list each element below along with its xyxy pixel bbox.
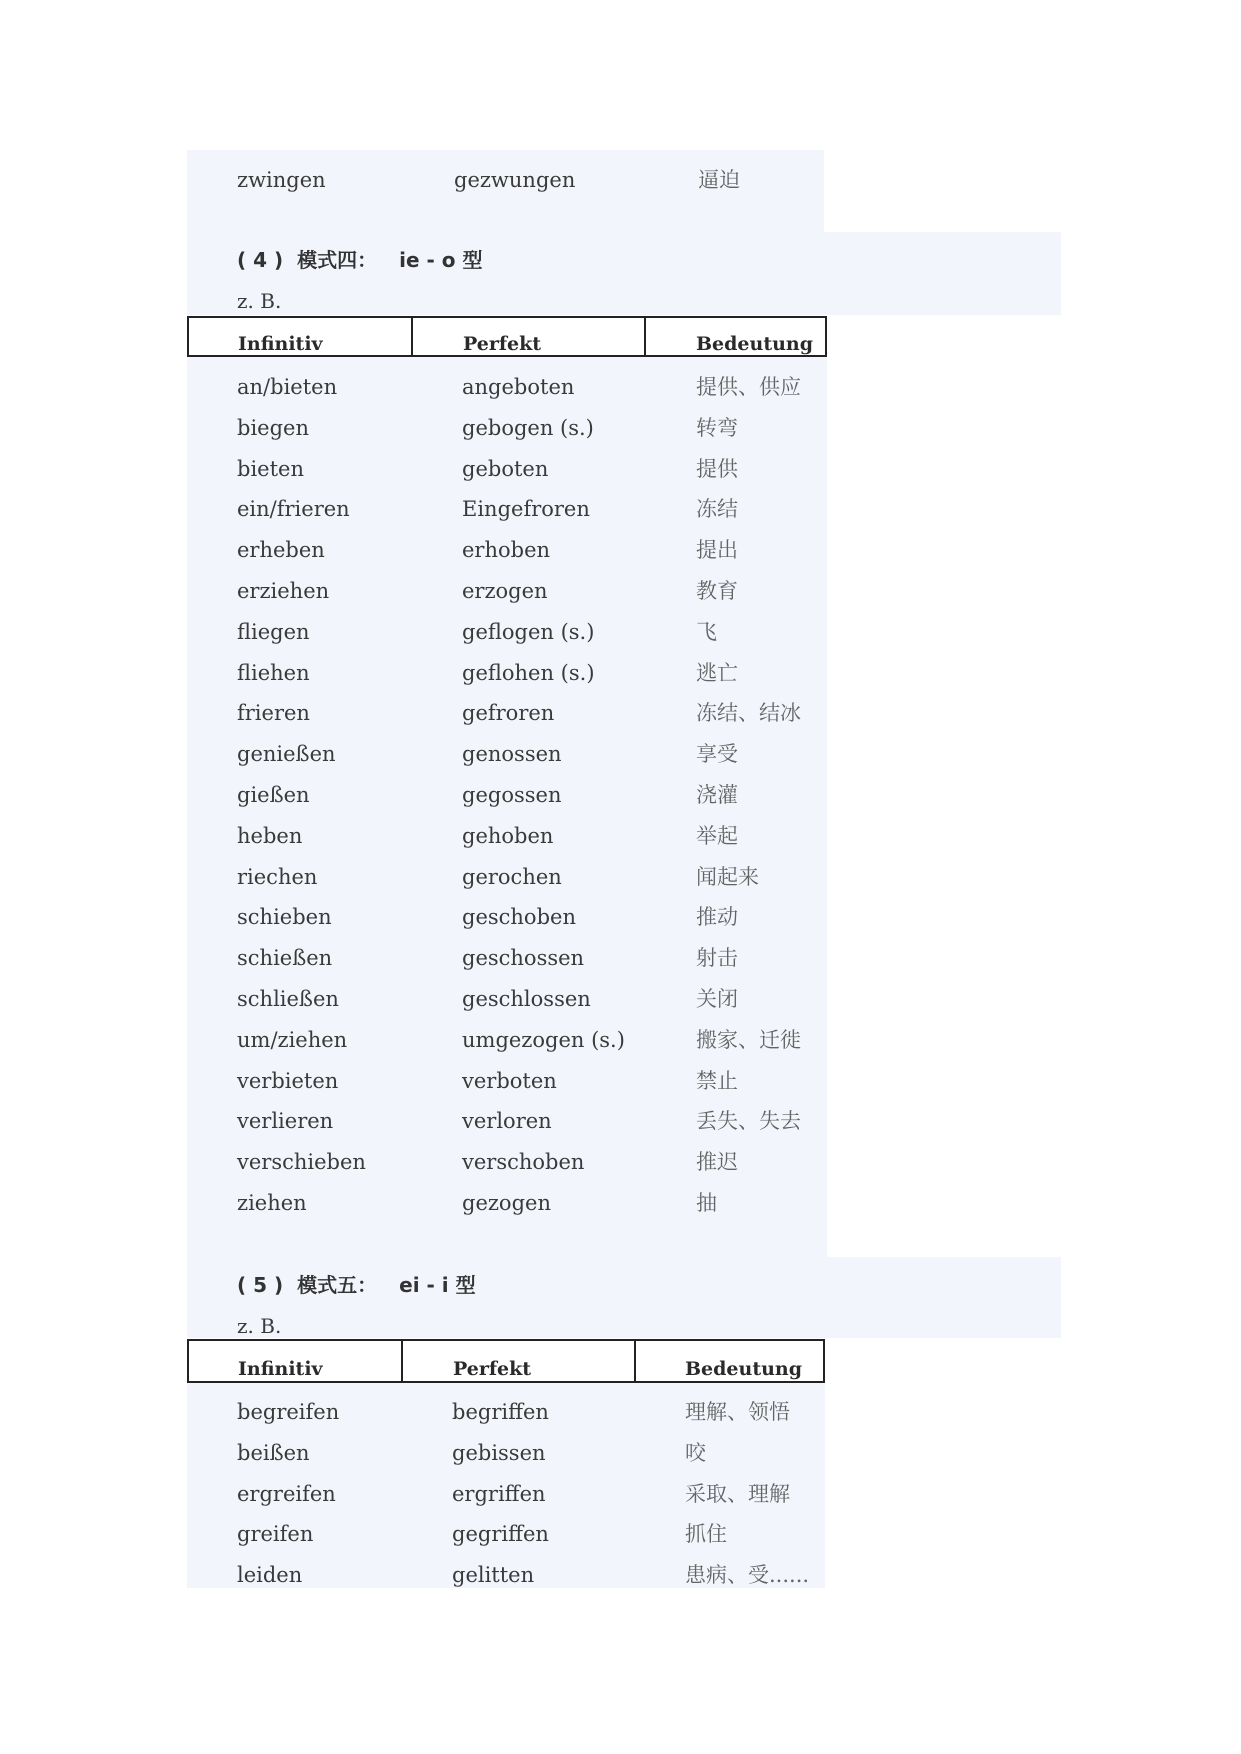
infinitiv-cell: zwingen	[237, 168, 326, 192]
bedeutung-cell: 咬	[685, 1440, 706, 1465]
table-row	[187, 653, 827, 694]
bedeutung-cell: 射击	[696, 946, 738, 971]
infinitiv-cell: erheben	[237, 538, 325, 563]
header-bedeutung: Bedeutung	[696, 333, 814, 355]
infinitiv-cell: um/ziehen	[237, 1027, 348, 1052]
infinitiv-cell: biegen	[237, 415, 309, 440]
infinitiv-cell: verschieben	[237, 1150, 366, 1175]
verb-rows	[187, 1383, 825, 1596]
section-5-heading	[187, 1257, 1061, 1338]
bedeutung-cell: 抽	[696, 1190, 717, 1215]
perfekt-cell: begriffen	[452, 1400, 549, 1424]
example-label: z. B.	[237, 1314, 282, 1338]
example-label: z. B.	[237, 289, 282, 313]
infinitiv-cell: riechen	[237, 864, 318, 889]
bedeutung-cell: 逼迫	[698, 168, 740, 192]
table-row	[187, 1142, 827, 1183]
table-row	[187, 1183, 827, 1224]
infinitiv-cell: begreifen	[237, 1400, 340, 1424]
bedeutung-cell: 提出	[696, 538, 738, 563]
perfekt-cell: genossen	[462, 742, 562, 767]
table-row	[187, 530, 827, 571]
section-title	[237, 1270, 476, 1300]
table-row	[187, 612, 827, 653]
verb-table-body	[187, 357, 827, 1257]
section-title	[237, 245, 482, 275]
perfekt-cell: geschlossen	[462, 986, 591, 1011]
verb-table-header	[187, 1339, 825, 1383]
table-row	[187, 693, 827, 734]
column-divider	[644, 318, 646, 355]
bedeutung-cell: 冻结	[696, 497, 738, 522]
column-divider	[411, 318, 413, 355]
table-row	[187, 1474, 825, 1515]
previous-table-tail	[187, 150, 824, 232]
infinitiv-cell: an/bieten	[237, 375, 338, 399]
infinitiv-cell: frieren	[237, 701, 310, 726]
bedeutung-cell: 推动	[696, 905, 738, 930]
section-name: 模式五：	[297, 1273, 378, 1297]
infinitiv-cell: erziehen	[237, 578, 330, 603]
bedeutung-cell: 提供、供应	[696, 375, 801, 399]
perfekt-cell: gehoben	[462, 823, 554, 848]
table-row	[187, 367, 827, 408]
perfekt-cell: geschossen	[462, 946, 585, 971]
perfekt-cell: geboten	[462, 456, 549, 481]
infinitiv-cell: bieten	[237, 456, 304, 481]
perfekt-cell: Eingefroren	[462, 497, 590, 522]
infinitiv-cell: verlieren	[237, 1109, 334, 1134]
infinitiv-cell: genießen	[237, 742, 336, 767]
perfekt-cell: geflohen (s.)	[462, 660, 595, 685]
header-bedeutung: Bedeutung	[685, 1358, 803, 1380]
table-row	[187, 816, 827, 857]
perfekt-cell: verboten	[462, 1068, 557, 1093]
section-pattern: ei - i 型	[399, 1273, 476, 1297]
perfekt-cell: erzogen	[462, 578, 548, 603]
bedeutung-cell: 提供	[696, 456, 738, 481]
section-pattern: ie - o 型	[399, 248, 483, 272]
perfekt-cell: ergriffen	[452, 1481, 546, 1506]
table-row	[187, 1433, 825, 1474]
bedeutung-cell: 推迟	[696, 1150, 738, 1175]
table-row	[187, 489, 827, 530]
infinitiv-cell: schieben	[237, 905, 332, 930]
infinitiv-cell: fliegen	[237, 619, 310, 644]
bedeutung-cell: 禁止	[696, 1068, 738, 1093]
perfekt-cell: gegriffen	[452, 1522, 549, 1547]
perfekt-cell: gegossen	[462, 782, 562, 807]
bedeutung-cell: 关闭	[696, 986, 738, 1011]
table-row	[187, 734, 827, 775]
verb-rows	[187, 150, 824, 201]
infinitiv-cell: heben	[237, 823, 303, 848]
table-row	[187, 897, 827, 938]
infinitiv-cell: verbieten	[237, 1068, 339, 1093]
table-row	[187, 571, 827, 612]
bedeutung-cell: 逃亡	[696, 660, 738, 685]
perfekt-cell: geflogen (s.)	[462, 619, 595, 644]
verb-table-header	[187, 316, 827, 357]
bedeutung-cell: 享受	[696, 742, 738, 767]
table-row	[187, 1061, 827, 1102]
section-name: 模式四：	[297, 248, 378, 272]
infinitiv-cell: gießen	[237, 782, 310, 807]
infinitiv-cell: fliehen	[237, 660, 310, 685]
perfekt-cell: umgezogen (s.)	[462, 1027, 625, 1052]
infinitiv-cell: ergreifen	[237, 1481, 336, 1506]
table-row	[187, 160, 824, 201]
bedeutung-cell: 举起	[696, 823, 738, 848]
infinitiv-cell: schließen	[237, 986, 339, 1011]
table-row	[187, 1514, 825, 1555]
bedeutung-cell: 冻结、结冰	[696, 701, 801, 726]
infinitiv-cell: ziehen	[237, 1190, 307, 1215]
bedeutung-cell: 浇灌	[696, 782, 738, 807]
verb-rows	[187, 357, 827, 1224]
bedeutung-cell: 搬家、迁徙	[696, 1027, 801, 1052]
perfekt-cell: gebogen (s.)	[462, 415, 594, 440]
bedeutung-cell: 抓住	[685, 1522, 727, 1547]
header-perfekt: Perfekt	[453, 1358, 532, 1380]
bedeutung-cell: 闻起来	[696, 864, 759, 889]
perfekt-cell: erhoben	[462, 538, 551, 563]
section-number: ( 5 )	[237, 1273, 284, 1297]
table-row	[187, 938, 827, 979]
perfekt-cell: gezwungen	[454, 168, 576, 192]
infinitiv-cell: schießen	[237, 946, 333, 971]
perfekt-cell: gelitten	[452, 1563, 535, 1588]
table-row	[187, 1392, 825, 1433]
bedeutung-cell: 患病、受......	[685, 1563, 810, 1588]
infinitiv-cell: ein/frieren	[237, 497, 350, 522]
perfekt-cell: gezogen	[462, 1190, 551, 1215]
table-row	[187, 857, 827, 898]
header-infinitiv: Infinitiv	[238, 333, 323, 355]
header-perfekt: Perfekt	[463, 333, 542, 355]
table-row	[187, 408, 827, 449]
perfekt-cell: geschoben	[462, 905, 576, 930]
bedeutung-cell: 转弯	[696, 415, 738, 440]
perfekt-cell: angeboten	[462, 375, 575, 399]
bedeutung-cell: 丢失、失去	[696, 1109, 801, 1134]
infinitiv-cell: beißen	[237, 1440, 310, 1465]
table-row	[187, 1101, 827, 1142]
perfekt-cell: verschoben	[462, 1150, 585, 1175]
bedeutung-cell: 理解、领悟	[685, 1400, 790, 1424]
perfekt-cell: gerochen	[462, 864, 562, 889]
table-row	[187, 775, 827, 816]
column-divider	[401, 1341, 403, 1381]
table-row	[187, 1555, 825, 1596]
column-divider	[634, 1341, 636, 1381]
infinitiv-cell: leiden	[237, 1563, 303, 1588]
bedeutung-cell: 教育	[696, 578, 738, 603]
perfekt-cell: verloren	[462, 1109, 552, 1134]
infinitiv-cell: greifen	[237, 1522, 314, 1547]
perfekt-cell: gefroren	[462, 701, 555, 726]
table-row	[187, 1020, 827, 1061]
table-row	[187, 449, 827, 490]
section-number: ( 4 )	[237, 248, 284, 272]
perfekt-cell: gebissen	[452, 1440, 546, 1465]
bedeutung-cell: 采取、理解	[685, 1481, 790, 1506]
section-4-heading	[187, 232, 1061, 315]
verb-table-body	[187, 1383, 825, 1588]
bedeutung-cell: 飞	[696, 619, 717, 644]
header-infinitiv: Infinitiv	[238, 1358, 323, 1380]
table-row	[187, 979, 827, 1020]
